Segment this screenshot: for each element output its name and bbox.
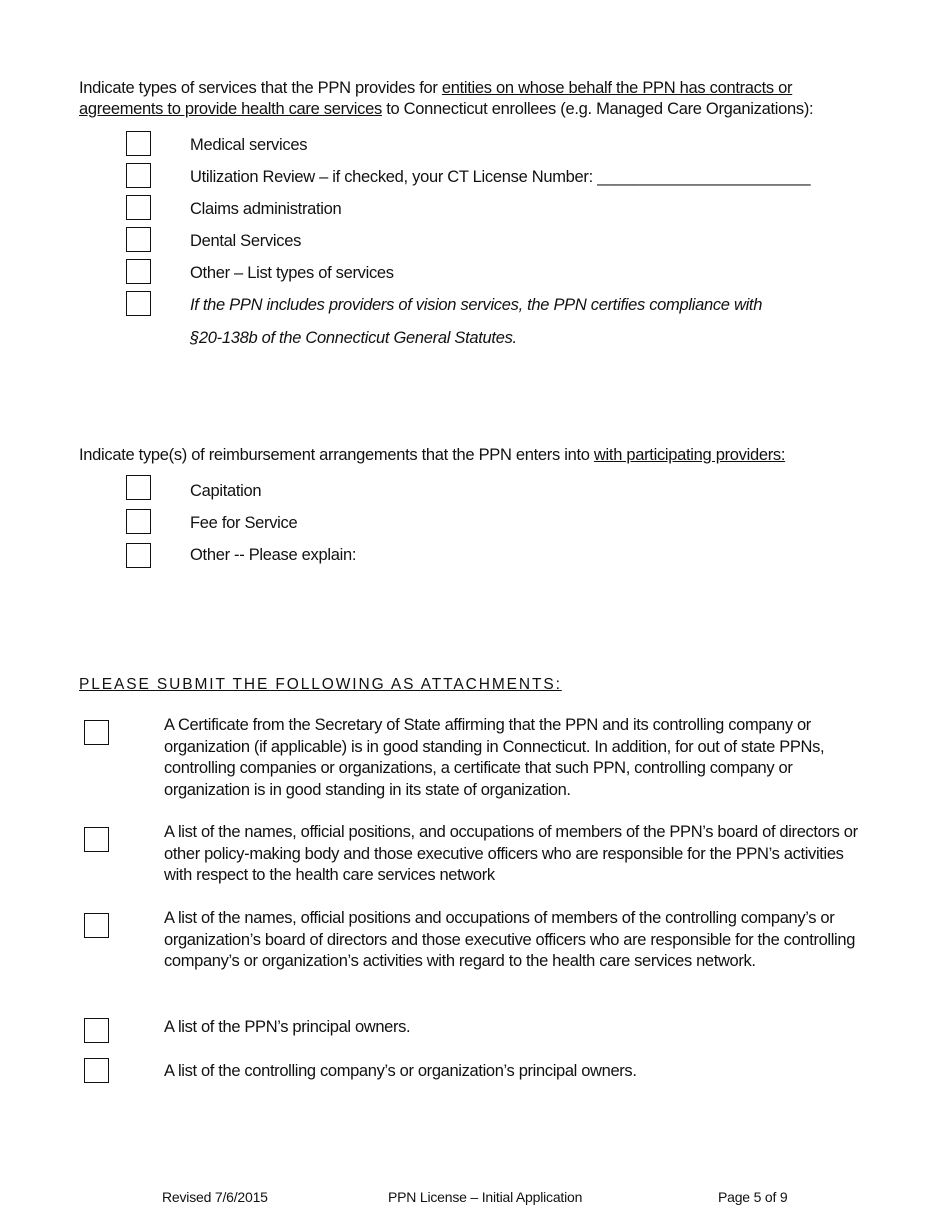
checkbox-capitation[interactable]: [126, 475, 151, 500]
services-intro-underlined: entities on whose behalf the PPN has contracts or agreements to provide health care services: [79, 79, 793, 118]
checkbox-attachment-ppn-board[interactable]: [84, 827, 109, 852]
attachments-heading: PLEASE SUBMIT THE FOLLOWING AS ATTACHMENTS:: [79, 676, 562, 693]
label-other-services: Other – List types of services: [190, 264, 394, 282]
checkbox-utilization-review[interactable]: [126, 163, 151, 188]
attachment-ppn-owners-text: A list of the PPN’s principal owners.: [164, 1018, 411, 1036]
checkbox-dental-services[interactable]: [126, 227, 151, 252]
attachment-controlling-owners-text: A list of the controlling company’s or organization’s principal owners.: [164, 1062, 637, 1080]
label-other-reimbursement: Other -- Please explain:: [190, 546, 357, 564]
checkbox-attachment-certificate[interactable]: [84, 720, 109, 745]
services-intro: [79, 78, 879, 120]
footer-revised-date: Revised 7/6/2015: [162, 1189, 268, 1205]
checkbox-attachment-ppn-owners[interactable]: [84, 1018, 109, 1043]
attachment-certificate-text: A Certificate from the Secretary of State affirming that the PPN and its controlling company or organization (if applicable) is in good standing in Connecticut. In addition, for out of state PPNs, controlling companies or organizations, a certificate that such PPN, controlling company or organization is in good standing in its state of organization.: [164, 716, 825, 799]
label-fee-for-service: Fee for Service: [190, 514, 298, 532]
checkbox-medical-services[interactable]: [126, 131, 151, 156]
footer-document-title: PPN License – Initial Application: [388, 1189, 583, 1205]
services-intro-text-2: to Connecticut enrollees (e.g. Managed Care Organizations):: [381, 100, 814, 118]
label-capitation: Capitation: [190, 482, 262, 500]
attachment-ppn-board-text: A list of the names, official positions, and occupations of members of the PPN’s board of directors or other policy-making body and those executive officers who are responsible for the PPN’s activities with respect to the health care services network: [164, 823, 858, 884]
services-intro-text-1: Indicate types of services that the PPN provides for: [79, 79, 442, 97]
checkbox-attachment-controlling-owners[interactable]: [84, 1058, 109, 1083]
label-vision-certification-line-2: §20-138b of the Connecticut General Statutes.: [190, 329, 517, 347]
reimbursement-intro: [79, 445, 879, 466]
label-vision-certification-line-1: If the PPN includes providers of vision services, the PPN certifies compliance with: [190, 296, 763, 314]
reimbursement-intro-text: Indicate type(s) of reimbursement arrangements that the PPN enters into: [79, 446, 594, 464]
checkbox-other-services[interactable]: [126, 259, 151, 284]
footer-page-number: Page 5 of 9: [718, 1189, 788, 1205]
checkbox-other-reimbursement[interactable]: [126, 543, 151, 568]
checkbox-claims-administration[interactable]: [126, 195, 151, 220]
checkbox-attachment-controlling-board[interactable]: [84, 913, 109, 938]
label-claims-administration: Claims administration: [190, 200, 342, 218]
reimbursement-intro-underlined: with participating providers:: [593, 446, 786, 464]
label-medical-services: Medical services: [190, 136, 308, 154]
label-dental-services: Dental Services: [190, 232, 302, 250]
checkbox-fee-for-service[interactable]: [126, 509, 151, 534]
attachment-controlling-board-text: A list of the names, official positions and occupations of members of the controlling company’s or organization’s board of directors and those executive officers who are responsible for the controlling company’s or organization’s activities with regard to the health care services network.: [164, 909, 856, 970]
label-utilization-review: Utilization Review – if checked, your CT License Number: ________________________: [190, 168, 811, 186]
checkbox-vision-certification[interactable]: [126, 291, 151, 316]
